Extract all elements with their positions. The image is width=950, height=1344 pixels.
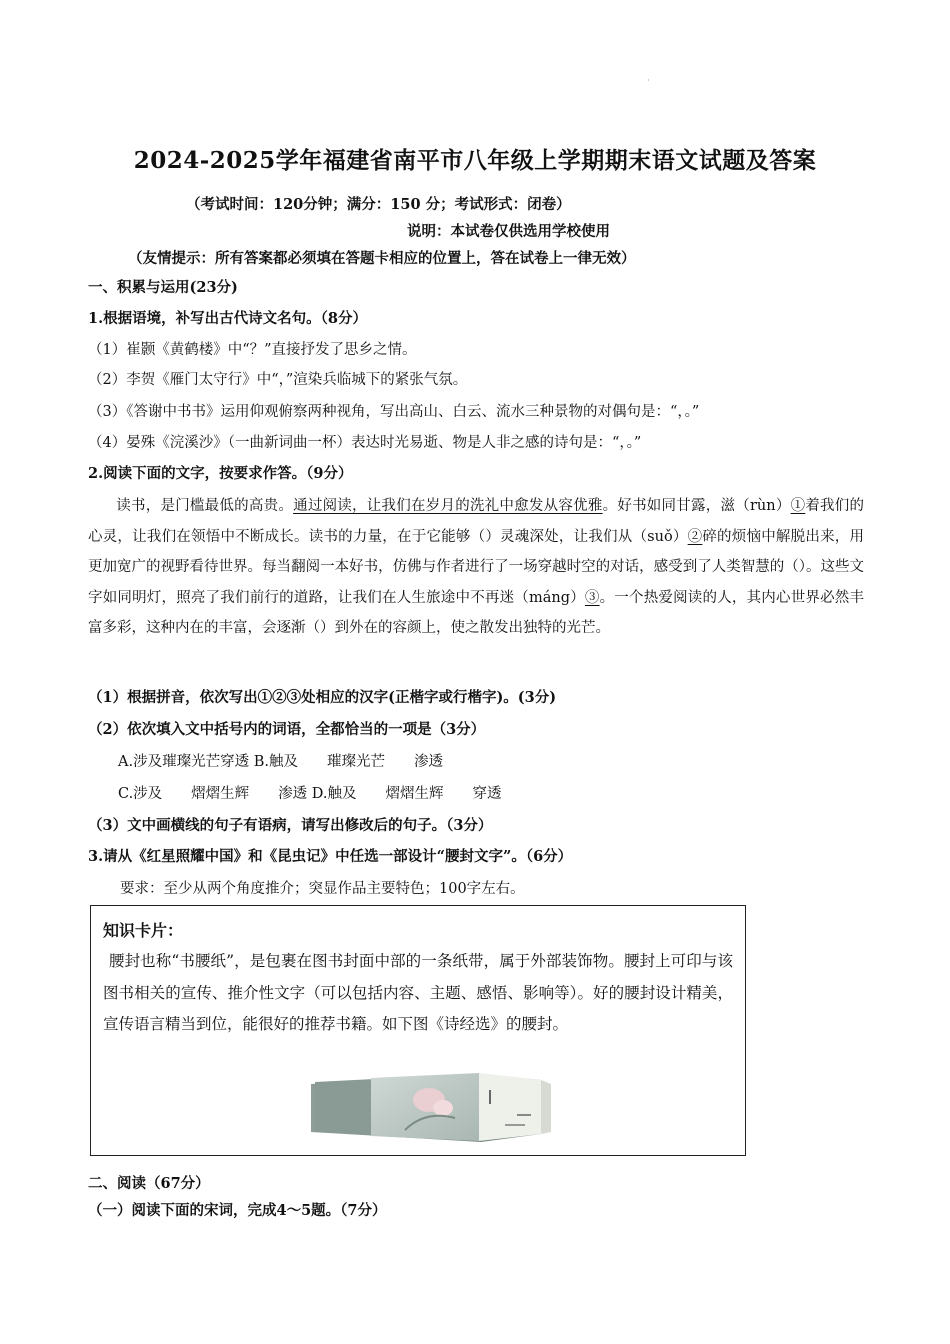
- q2-prompt: 2.阅读下面的文字，按要求作答。（9分）: [88, 465, 353, 482]
- exam-info: （考试时间：120分钟；满分：150 分；考试形式：闭卷）: [186, 196, 571, 213]
- section2-sub1: （一）阅读下面的宋词，完成4～5题。（7分）: [88, 1202, 387, 1219]
- q2-sub2: （2）依次填入文中括号内的词语，全都恰当的一项是（3分）: [88, 721, 486, 738]
- scan-dot: ·: [647, 76, 650, 85]
- book-cover-photo: [305, 1070, 563, 1144]
- knowledge-card-text: 腰封也称“书腰纸”，是包裹在图书封面中部的一条纸带，属于外部装饰物。腰封上可印与该图书相关的宣传、推介性文字（可以包括内容、主题、感悟、影响等）。好的腰封设计精美，宣传语言精当到位，能很好的推荐书籍。如下图《诗经选》的腰封。: [103, 952, 733, 1033]
- q2-options-row-1: A.涉及璀璨光芒穿透 B.触及 璀璨光芒 渗透: [118, 754, 443, 770]
- knowledge-card-title: 知识卡片：: [103, 921, 184, 940]
- section2-heading: 二、阅读（67分）: [88, 1175, 210, 1192]
- blank-mark-2: ②: [687, 528, 703, 545]
- q1-item-1: （1）崔颢《黄鹤楼》中“？”直接抒发了思乡之情。: [88, 342, 417, 358]
- passage-part-4: 着我们的心灵，让我们在领悟中不断成长。读书的力量，在于它能够（）灵魂深处，让我们从（suǒ）: [88, 498, 865, 545]
- q2-passage: [88, 491, 864, 644]
- blank-mark-3: ③: [584, 589, 600, 606]
- passage-part-6: 。一个热爱阅读的人，其内心世界必然丰富多彩，这种内在的丰富，会逐渐（）到外在的容颜上，使之散发出独特的光芒。: [88, 589, 865, 636]
- passage-underlined-sentence: 通过阅读，让我们在岁月的洗礼中愈发从容优雅: [293, 498, 603, 514]
- q3-requirement: 要求：至少从两个角度推介；突显作品主要特色；100字左右。: [120, 881, 525, 897]
- q1-prompt: 1.根据语境，补写出古代诗文名句。（8分）: [88, 310, 367, 327]
- passage-part-3: 。好书如同甘露，滋（rùn）: [602, 498, 791, 514]
- passage-part-1: 读书，是门槛最低的高贵。: [116, 498, 294, 514]
- q1-item-2: （2）李贺《雁门太守行》中“，”渲染兵临城下的紧张气氛。: [88, 372, 468, 388]
- q2-sub1: （1）根据拼音，依次写出①②③处相应的汉字(正楷字或行楷字)。(3分): [88, 689, 557, 706]
- q2-options-row-2: C.涉及 熠熠生辉 渗透 D.触及 熠熠生辉 穿透: [118, 786, 502, 802]
- passage-part-5: 碎的烦恼中解脱出来，用更加宽广的视野看待世界。每当翻阅一本好书，仿佛与作者进行了一场穿越时空的对话，感受到了人类智慧的（）。这些文字如同明灯，照亮了我们前行的道路，让我们在人生旅途中不再迷（máng）: [88, 528, 864, 606]
- knowledge-card: [90, 905, 746, 1156]
- q1-item-4: （4）晏殊《浣溪沙》（一曲新词曲一杯）表达时光易逝、物是人非之感的诗句是：“，。”: [88, 435, 642, 451]
- q1-item-3: （3）《答谢中书书》运用仰观俯察两种视角，写出高山、白云、流水三种景物的对偶句是：“，。”: [88, 404, 700, 420]
- section1-heading: 一、积累与运用(23分): [88, 279, 238, 296]
- blank-mark-1: ①: [790, 498, 806, 514]
- reminder: （友情提示：所有答案都必须填在答题卡相应的位置上，答在试卷上一律无效）: [128, 250, 636, 267]
- q2-sub3: （3）文中画横线的句子有语病，请写出修改后的句子。（3分）: [88, 817, 493, 834]
- q3-prompt: 3.请从《红星照耀中国》和《昆虫记》中任选一部设计“腰封文字”。（6分）: [88, 848, 573, 865]
- usage-note: 说明：本试卷仅供选用学校使用: [407, 223, 610, 240]
- page-title: 2024-2025学年福建省南平市八年级上学期期末语文试题及答案: [133, 147, 817, 174]
